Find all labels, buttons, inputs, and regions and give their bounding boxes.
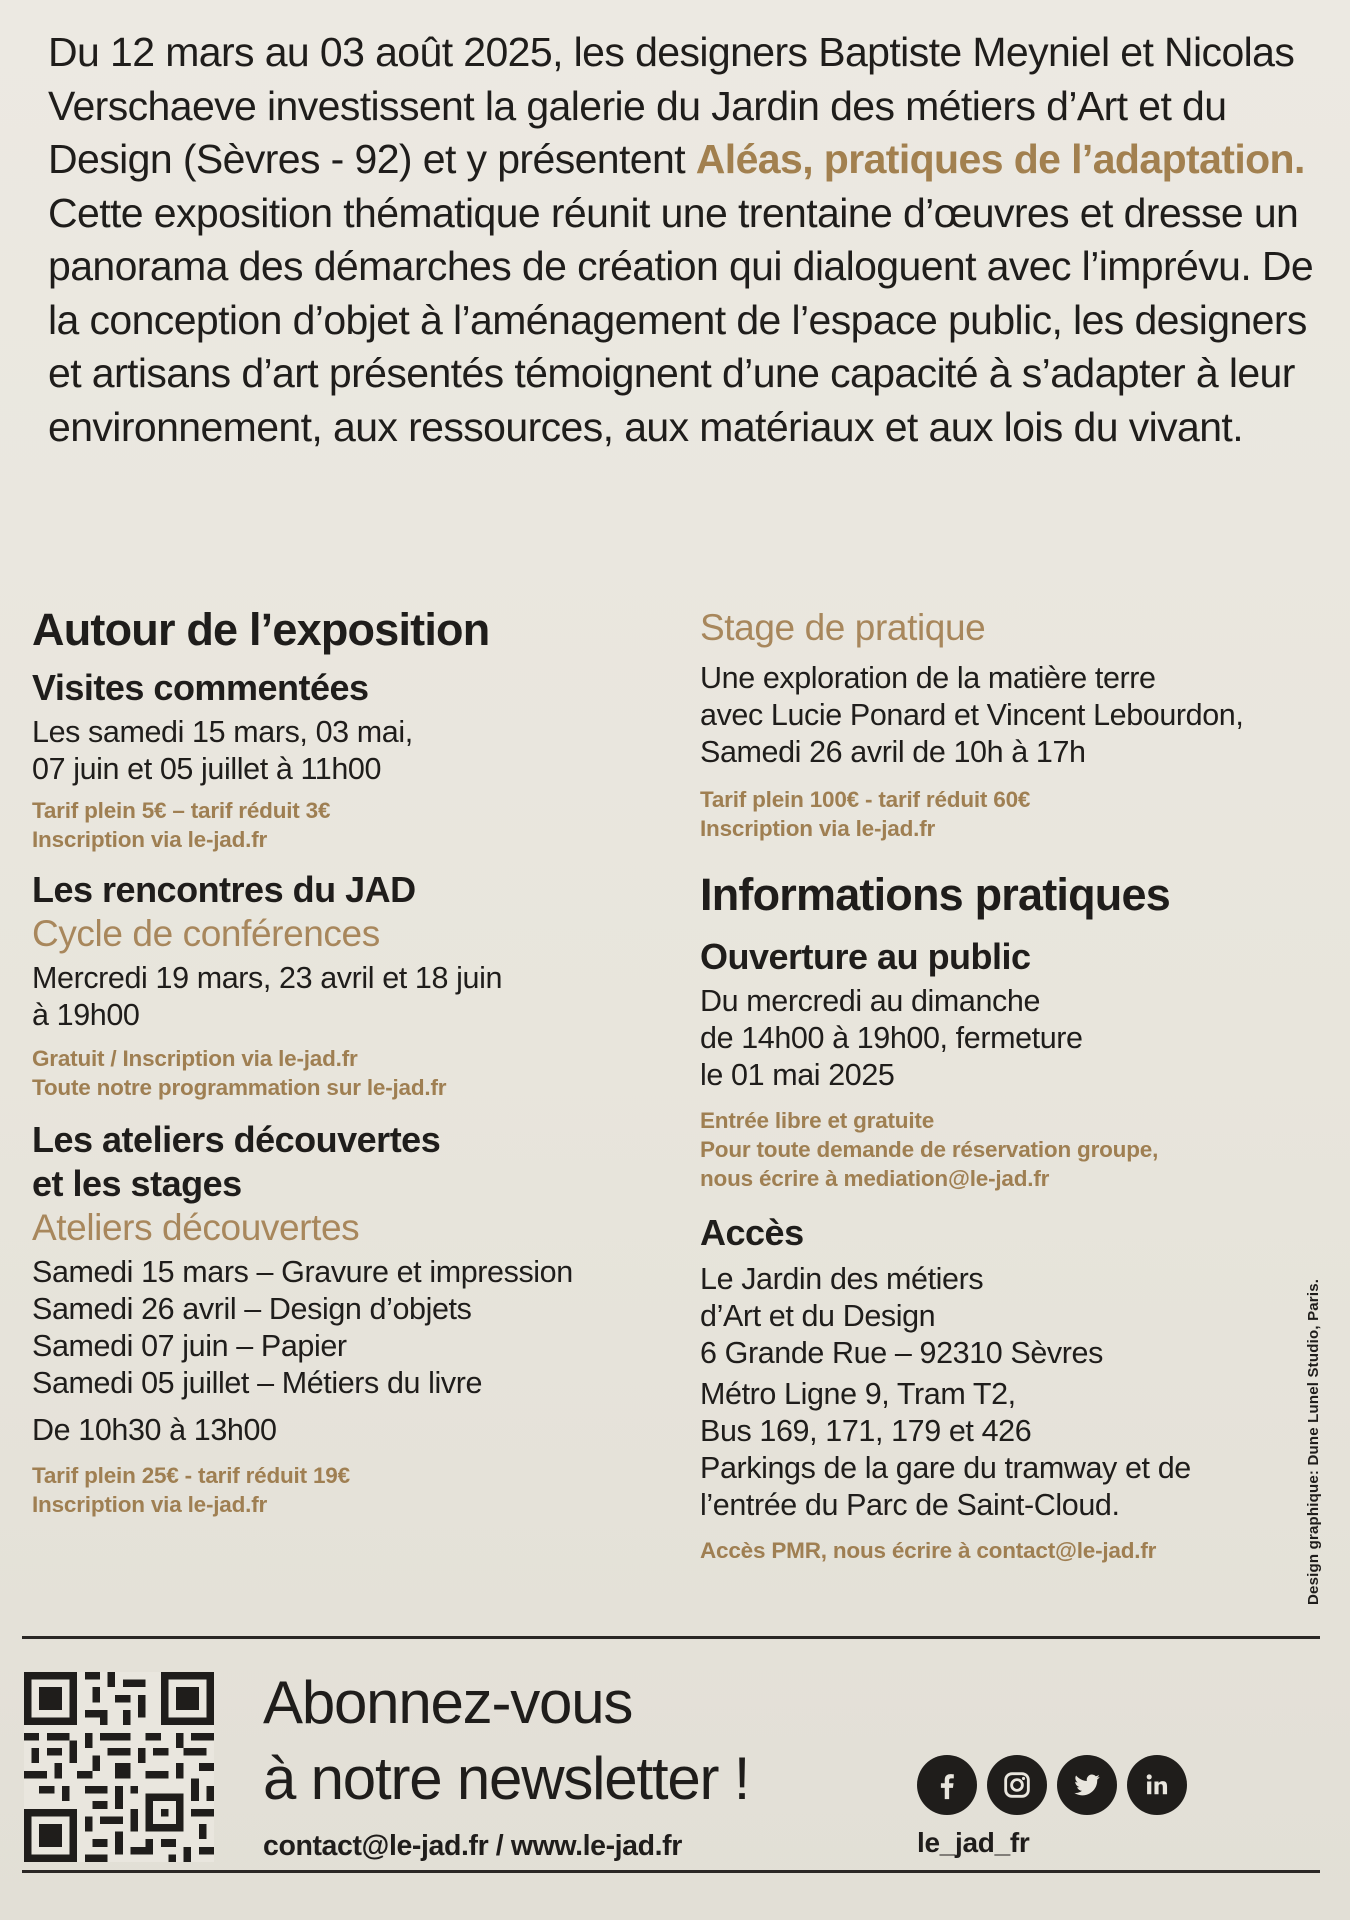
workshop-line-1: Samedi 15 mars – Gravure et impression — [32, 1255, 573, 1289]
intro-text-1: Du 12 mars au 03 août 2025, les designers Baptiste Meyniel et Nicolas Verschaeve investissent la galerie du Jardin des métiers d’Art et du Design (Sèvres - 92) et y présentent — [48, 29, 1295, 182]
visits-title: Visites commentées — [32, 667, 369, 708]
workshops-subtitle: Ateliers découvertes — [32, 1207, 360, 1248]
transport-line-3: Parkings de la gare du tramway et de — [700, 1451, 1191, 1485]
address-line-1: Le Jardin des métiers — [700, 1262, 984, 1296]
stage-line-1: Une exploration de la matière terre — [700, 661, 1156, 695]
twitter-icon[interactable] — [1057, 1755, 1117, 1815]
transport-line-4: l’entrée du Parc de Saint-Cloud. — [700, 1488, 1120, 1522]
newsletter-heading — [263, 1665, 903, 1817]
right-column — [700, 600, 1290, 1565]
qr-code[interactable] — [24, 1672, 214, 1862]
opening-line-1: Du mercredi au dimanche — [700, 984, 1041, 1018]
transport-line-2: Bus 169, 171, 179 et 426 — [700, 1414, 1032, 1448]
meetings-line-1: Mercredi 19 mars, 23 avril et 18 juin — [32, 961, 503, 995]
access-pmr: Accès PMR, nous écrire à contact@le-jad.fr — [700, 1538, 1157, 1563]
entry-free: Entrée libre et gratuite — [700, 1108, 935, 1133]
workshop-line-4: Samedi 05 juillet – Métiers du livre — [32, 1366, 483, 1400]
visits-price: Tarif plein 5€ – tarif réduit 3€ — [32, 798, 331, 823]
left-column — [32, 600, 672, 1519]
divider-bottom — [22, 1870, 1320, 1873]
opening-line-2: de 14h00 à 19h00, fermeture — [700, 1021, 1083, 1055]
section-heading-info: Informations pratiques — [700, 869, 1170, 920]
newsletter-line-1: Abonnez-vous — [263, 1669, 633, 1736]
linkedin-icon[interactable] — [1127, 1755, 1187, 1815]
stage-subtitle: Stage de pratique — [700, 607, 986, 648]
opening-title: Ouverture au public — [700, 936, 1031, 977]
facebook-icon[interactable] — [917, 1755, 977, 1815]
workshops-signup: Inscription via le-jad.fr — [32, 1492, 268, 1517]
contact-links[interactable]: contact@le-jad.fr / www.le-jad.fr — [263, 1830, 682, 1862]
transport-line-1: Métro Ligne 9, Tram T2, — [700, 1377, 1016, 1411]
social-icons — [917, 1755, 1187, 1815]
stage-line-2: avec Lucie Ponard et Vincent Lebourdon, — [700, 698, 1244, 732]
section-heading-around: Autour de l’exposition — [32, 604, 490, 655]
social-handle: le_jad_fr — [917, 1827, 1030, 1858]
opening-line-3: le 01 mai 2025 — [700, 1058, 895, 1092]
workshops-title-1: Les ateliers découvertes — [32, 1119, 441, 1160]
meetings-subtitle: Cycle de conférences — [32, 913, 380, 954]
intro-paragraph — [48, 26, 1318, 454]
stage-price: Tarif plein 100€ - tarif réduit 60€ — [700, 787, 1031, 812]
group-booking-1: Pour toute demande de réservation groupe, — [700, 1137, 1159, 1162]
address-line-3: 6 Grande Rue – 92310 Sèvres — [700, 1336, 1103, 1370]
workshops-time: De 10h30 à 13h00 — [32, 1413, 277, 1447]
exhibition-title: Aléas, pratiques de l’adaptation. — [695, 136, 1305, 182]
address-line-2: d’Art et du Design — [700, 1299, 936, 1333]
meetings-program: Toute notre programmation sur le-jad.fr — [32, 1075, 447, 1100]
stage-line-3: Samedi 26 avril de 10h à 17h — [700, 735, 1086, 769]
access-title: Accès — [700, 1212, 804, 1253]
workshops-title-2: et les stages — [32, 1163, 242, 1204]
workshops-price: Tarif plein 25€ - tarif réduit 19€ — [32, 1463, 350, 1488]
meetings-line-2: à 19h00 — [32, 998, 140, 1032]
design-credit: Design graphique: Dune Lunel Studio, Paris. — [1305, 1278, 1322, 1605]
newsletter-line-2: à notre newsletter ! — [263, 1745, 750, 1812]
divider-top — [22, 1636, 1320, 1639]
group-booking-2: nous écrire à mediation@le-jad.fr — [700, 1166, 1050, 1191]
workshop-line-2: Samedi 26 avril – Design d’objets — [32, 1292, 472, 1326]
meetings-price: Gratuit / Inscription via le-jad.fr — [32, 1046, 358, 1071]
stage-signup: Inscription via le-jad.fr — [700, 816, 936, 841]
intro-text-2: Cette exposition thématique réunit une trentaine d’œuvres et dresse un panorama des démarches de création qui dialoguent avec l’imprévu. De la conception d’objet à l’aménagement de l’espace public, les designers et artisans d’art présentés témoignent d’une capacité à s’adapter à leur environnement, aux ressources, aux matériaux et aux lois du vivant. — [48, 189, 1314, 450]
workshop-line-3: Samedi 07 juin – Papier — [32, 1329, 347, 1363]
visits-line-2: 07 juin et 05 juillet à 11h00 — [32, 752, 382, 786]
visits-signup: Inscription via le-jad.fr — [32, 827, 268, 852]
meetings-title: Les rencontres du JAD — [32, 869, 416, 910]
visits-line-1: Les samedi 15 mars, 03 mai, — [32, 715, 413, 749]
instagram-icon[interactable] — [987, 1755, 1047, 1815]
